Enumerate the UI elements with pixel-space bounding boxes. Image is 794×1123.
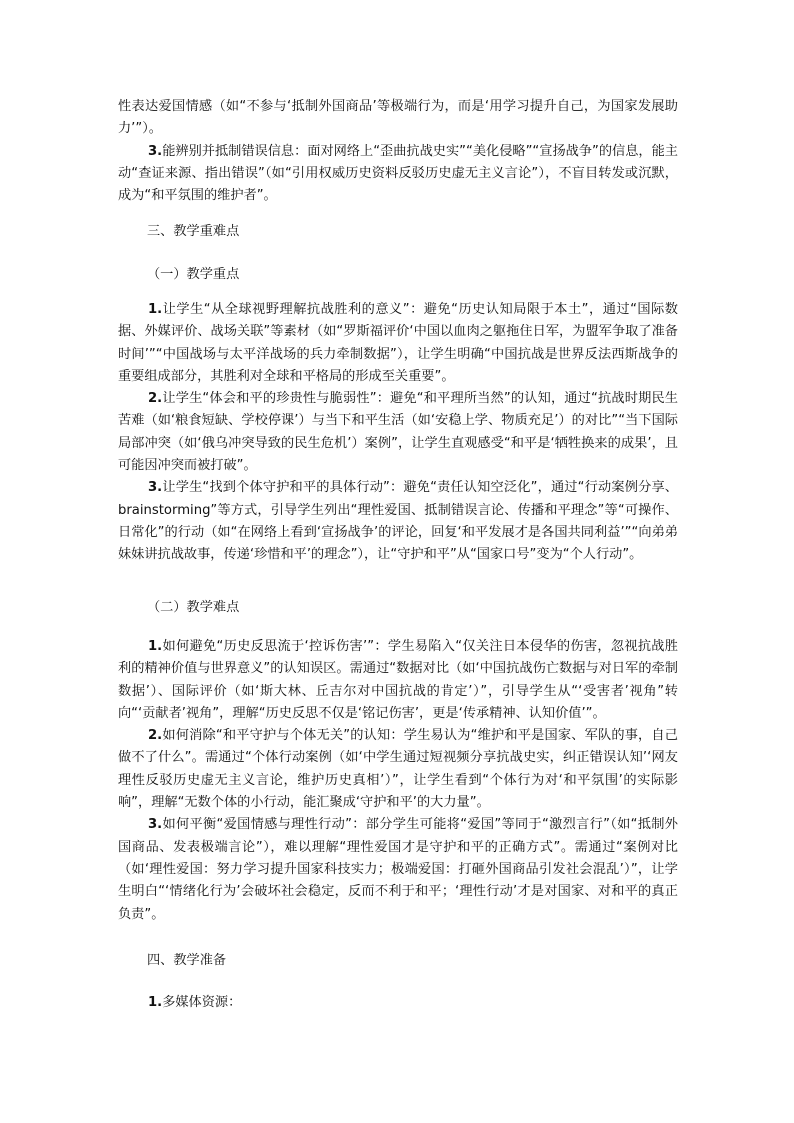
item-number: 1. [148,639,163,654]
item-number: 3. [148,817,163,833]
difficulty-list [118,636,678,926]
item-number: 1. [148,302,163,317]
intro-block [118,96,678,207]
item-text: 如何平衡“爱国情感与理性行动”：部分学生可能将“爱国”等同于“激烈言行”（如“抵制外国商品、发表极端言论”），难以理解“理性爱国才是守护和平的正确方式”。需通过“案例对比（如‘理性爱国：努力学习提升国家科技实力；极端爱国：打砸外国商品引发社会混乱’）”，让学生明白“‘情绪化行为’会破坏社会稳定，反而不利于和平；‘理性行动’才是对国家、对和平的真正负责”。 [118,817,678,922]
item-number: 3. [148,480,163,496]
item-text: 让学生“从全球视野理解抗战胜利的意义”：避免“历史认知局限于本土”，通过“国际数据、外媒评价、战场关联”等素材（如“罗斯福评价‘中国以血肉之躯拖住日军，为盟军争取了准备时间’”“中国战场与太平洋战场的兵力牵制数据”），让学生明确“中国抗战是世界反法西斯战争的重要组成部分，其胜利对全球和平格局的形成至关重要”。 [118,302,678,384]
item-number: 3. [148,143,163,159]
focus-item [118,388,678,477]
item-text: 让学生“体会和平的珍贵性与脆弱性”：避免“和平理所当然”的认知，通过“抗战时期民生苦难（如‘粮食短缺、学校停课’）与当下和平生活（如‘安稳上学、物质充足’）的对比”“当下国际局部冲突（如‘俄乌冲突导致的民生危机’）案例”，让学生直观感受“和平是‘牺牲换来的成果’，且可能因冲突而被打破”。 [118,391,678,474]
difficulty-item [118,636,678,725]
item-text: 如何避免“历史反思流于‘控诉伤害’”：学生易陷入“仅关注日本侵华的伤害，忽视抗战胜利的精神价值与世界意义”的认知误区。需通过“数据对比（如‘中国抗战伤亡数据与对日军的牵制数据’）、国际评价（如‘斯大林、丘吉尔对中国抗战的肯定’）”，引导学生从“‘受害者’视角”转向“‘贡献者’视角”，理解“历史反思不仅是‘铭记伤害’，更是‘传承精神、认知价值’”。 [118,639,678,721]
section-heading-4: 四、教学准备 [147,953,227,968]
intro-paragraph-continuation: 性表达爱国情感（如“不参与‘抵制外国商品’等极端行为，而是‘用学习提升自己，为国家发展助力’”）。 [118,99,678,137]
subsection-heading-focus: （一）教学重点 [147,267,240,282]
difficulty-item [118,725,678,814]
focus-item [118,299,678,388]
item-number: 2. [148,391,163,407]
item-number: 1. [148,995,163,1010]
focus-item [118,477,678,566]
focus-list [118,299,678,567]
section-heading-3: 三、教学重难点 [147,224,240,239]
intro-paragraph-3 [118,141,678,208]
item-text: 多媒体资源： [162,995,242,1010]
preparation-item [118,992,678,1014]
subsection-heading-difficulty: （二）教学难点 [147,600,240,615]
item-number: 2. [148,728,163,744]
item-text: 能辨别并抵制错误信息：面对网络上“歪曲抗战史实”“美化侵略”“宣扬战争”的信息，能主动“查证来源、指出错误”（如“引用权威历史资料反驳历史虚无主义言论”），不盲目转发或沉默，成为“和平氛围的维护者”。 [118,143,678,204]
item-text: 让学生“找到个体守护和平的具体行动”：避免“责任认知空泛化”，通过“行动案例分享、 brainstorming”等方式，引导学生列出“理性爱国、抵制错误言论、传播和平理念”等“可操作、日常化”的行动（如“在网络上看到‘宣扬战争’的评论，回复‘和平发展才是各国共同利益’”“向弟弟妹妹讲抗战故事，传递‘珍惜和平’的理念”），让“守护和平”从“国家口号”变为“个人行动”。 [118,480,678,563]
item-text: 如何消除“和平守护与个体无关”的认知：学生易认为“维护和平是国家、军队的事，自己做不了什么”。需通过“个体行动案例（如‘中学生通过短视频分享抗战史实，纠正错误认知’‘网友理性反驳历史虚无主义言论，维护历史真相’）”，让学生看到“个体行为对‘和平氛围’的实际影响”，理解“无数个体的小行动，能汇聚成‘守护和平’的大力量”。 [118,728,678,811]
preparation-list [118,992,678,1014]
difficulty-item [118,814,678,925]
